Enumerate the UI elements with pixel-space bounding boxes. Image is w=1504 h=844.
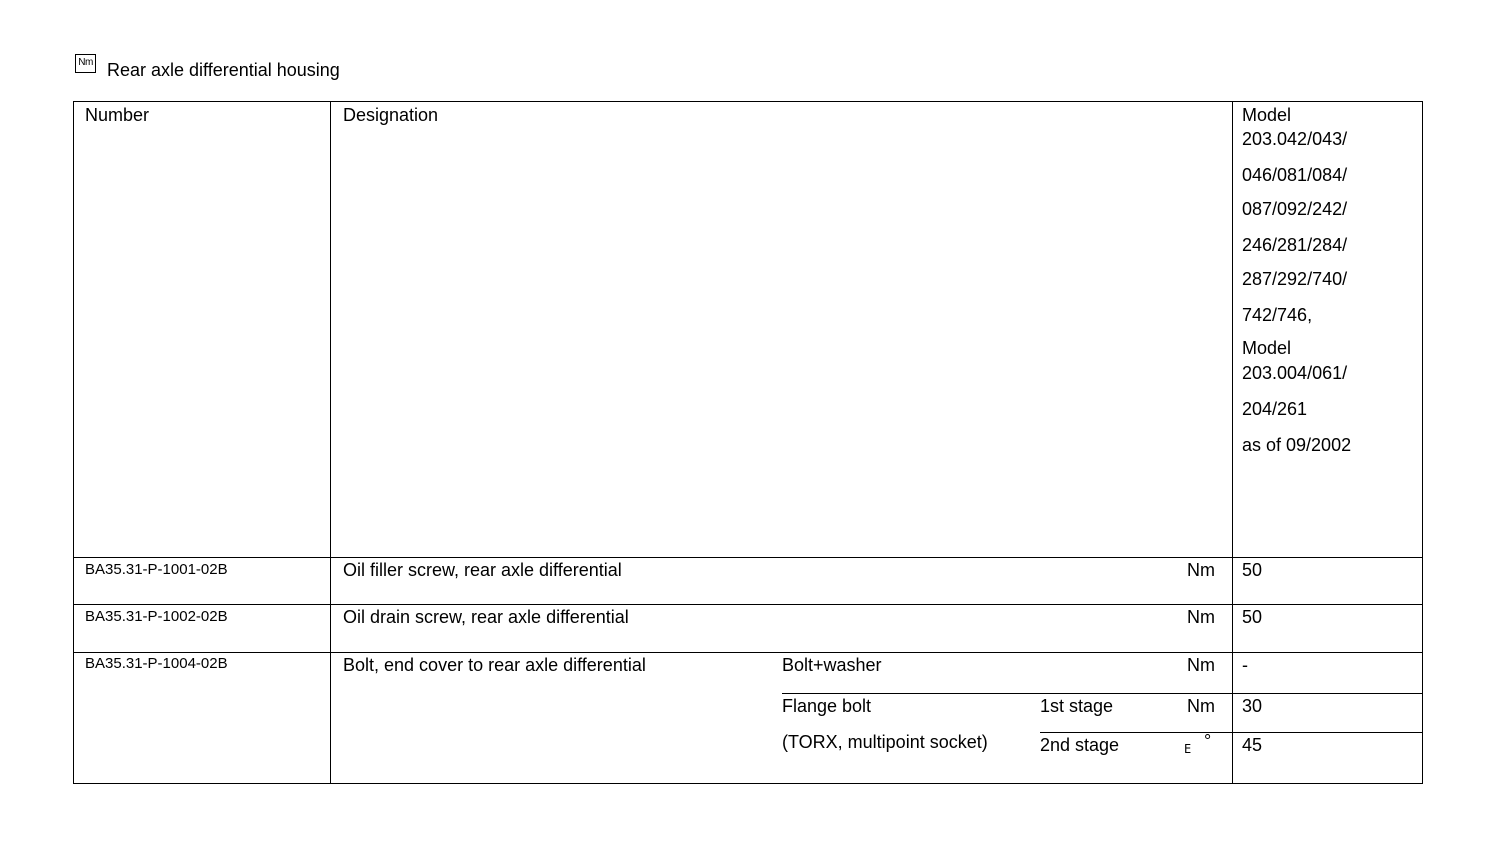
- sub-value: -: [1242, 655, 1248, 675]
- column-divider: [1232, 102, 1233, 783]
- row-designation: Oil drain screw, rear axle differential: [343, 607, 629, 627]
- model-line: 203.004/061/: [1242, 363, 1348, 383]
- model-line: 246/281/284/: [1242, 235, 1348, 255]
- sub-unit: Nm: [1187, 655, 1215, 675]
- header-number: Number: [85, 105, 150, 125]
- row-value: 50: [1242, 607, 1263, 627]
- page-title: Rear axle differential housing: [107, 60, 340, 80]
- sub-row-divider: [782, 693, 1422, 694]
- sub-type: (TORX, multipoint socket): [782, 732, 988, 752]
- row-divider: [74, 652, 1422, 653]
- sub-value: 45: [1242, 735, 1263, 755]
- torque-nm-icon: Nm: [75, 54, 96, 73]
- header-designation: Designation: [343, 105, 439, 125]
- sub-value: 30: [1242, 696, 1263, 716]
- row-unit: Nm: [1187, 560, 1215, 580]
- torque-table: [73, 101, 1423, 784]
- sub-stage: 1st stage: [1040, 696, 1114, 716]
- model-line: 204/261: [1242, 399, 1308, 419]
- model-line: 742/746,: [1242, 305, 1313, 325]
- sub-type: Flange bolt: [782, 696, 872, 716]
- model-line: 287/292/740/: [1242, 269, 1348, 289]
- row-number: BA35.31-P-1002-02B: [85, 608, 228, 625]
- model-line: 087/092/242/: [1242, 199, 1348, 219]
- row-number: BA35.31-P-1001-02B: [85, 561, 228, 578]
- model-line: Model: [1242, 338, 1292, 358]
- row-number: BA35.31-P-1004-02B: [85, 655, 228, 672]
- column-divider: [330, 102, 331, 783]
- sub-unit: Nm: [1187, 696, 1215, 716]
- row-divider: [74, 604, 1422, 605]
- model-line: 046/081/084/: [1242, 165, 1348, 185]
- row-unit: Nm: [1187, 607, 1215, 627]
- row-divider: [74, 557, 1422, 558]
- model-line: Model: [1242, 105, 1292, 125]
- sub-unit-prefix: [1184, 736, 1191, 760]
- row-designation: Bolt, end cover to rear axle differential: [343, 655, 646, 675]
- row-designation: Oil filler screw, rear axle differential: [343, 560, 622, 580]
- row-value: 50: [1242, 560, 1263, 580]
- sub-row-divider: [1040, 732, 1422, 733]
- sub-stage: 2nd stage: [1040, 735, 1120, 755]
- model-line: as of 09/2002: [1242, 435, 1352, 455]
- sub-type: Bolt+washer: [782, 655, 882, 675]
- model-line: 203.042/043/: [1242, 129, 1348, 149]
- sub-unit: °: [1204, 731, 1212, 751]
- angle-symbol-icon: E: [1184, 742, 1192, 756]
